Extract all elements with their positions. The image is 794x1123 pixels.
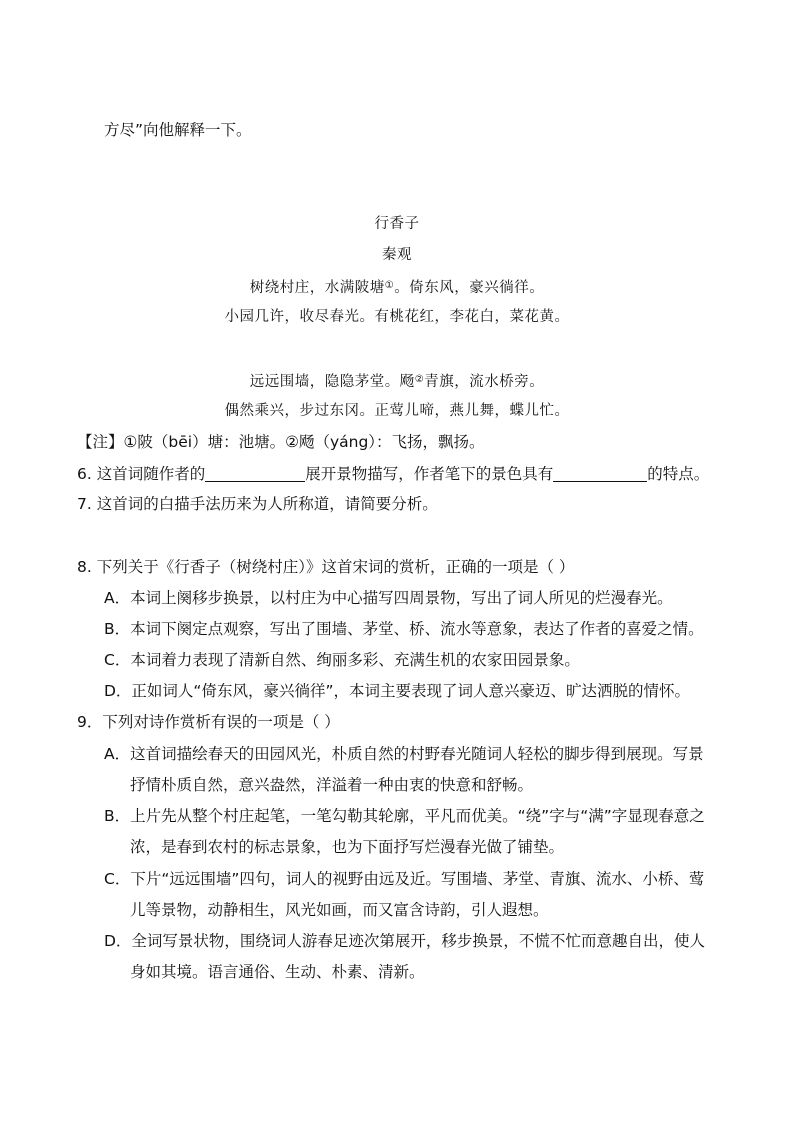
intro-continuation: 方尽”向他解释一下。 — [104, 121, 252, 139]
note-marker-2: ② — [414, 374, 425, 385]
question-6-part-3: 的特点。 — [647, 465, 710, 483]
poem-line-3-part-a: 远远围墙，隐隐茅堂。飏 — [249, 374, 415, 390]
question-6 — [77, 464, 709, 484]
poem-title: 行香子 — [374, 216, 420, 232]
question-6-part-2: 展开景物描写，作者笔下的景色具有 — [305, 465, 554, 483]
question-8-stem: 8. 下列关于《行香子（树绕村庄）》这首宋词的赏析，正确的一项是（ ） — [77, 558, 575, 576]
question-7: 7. 这首词的白描手法历来为人所称道，请简要分析。 — [77, 495, 438, 513]
poem-author: 秦观 — [382, 247, 412, 263]
question-9-option-d-line-1: D．全词写景状物，围绕词人游春足迹次第展开，移步换景，不慌不忙而意趣自出，使人 — [104, 932, 705, 950]
answer-blank-2[interactable] — [553, 465, 647, 482]
question-9-option-d-line-2: 身如其境。语言通俗、生动、朴素、清新。 — [130, 963, 425, 981]
question-9-stem: 9．下列对诗作赏析有误的一项是（ ） — [77, 713, 340, 731]
question-9-option-b-line-1: B．上片先从整个村庄起笔，一笔勾勒其轮廓，平凡而优美。“绕”字与“满”字显现春意之 — [104, 807, 705, 825]
question-8-option-b: B．本词下阕定点观察，写出了围墙、茅堂、桥、流水等意象，表达了作者的喜爱之情。 — [104, 620, 704, 638]
poem-line-3-part-b: 青旗，流水桥旁。 — [424, 374, 545, 390]
question-8-option-d: D．正如词人“倚东风，豪兴徜徉”，本词主要表现了词人意兴豪迈、旷达洒脱的情怀。 — [104, 682, 690, 700]
poem-line-4: 偶然乘兴，步过东冈。正莺儿啼，燕儿舞，蝶儿忙。 — [224, 403, 570, 419]
question-9-option-b-line-2: 浓，是春到农村的标志景象，也为下面抒写烂漫春光做了铺垫。 — [130, 838, 565, 856]
poem-line-1-part-b: 。倚东风，豪兴徜徉。 — [394, 280, 545, 296]
annotation: 【注】①陂（bēi）塘：池塘。②飏（yáng）：飞扬，飘扬。 — [77, 433, 485, 451]
poem-line-1 — [0, 276, 794, 298]
answer-blank-1[interactable] — [205, 465, 305, 482]
poem-line-3 — [0, 370, 794, 392]
question-8-option-c: C．本词着力表现了清新自然、绚丽多彩、充满生机的农家田园景象。 — [104, 651, 580, 669]
note-marker-1: ① — [384, 280, 395, 291]
question-9-option-c-line-2: 儿等景物，动静相生，风光如画，而又富含诗韵，引人遐想。 — [130, 901, 549, 919]
question-9-option-a-line-2: 抒情朴质自然，意兴盎然，洋溢着一种由衷的快意和舒畅。 — [130, 776, 534, 794]
question-6-part-1: 6. 这首词随作者的 — [77, 465, 206, 483]
question-9-option-a-line-1: A．这首词描绘春天的田园风光，朴质自然的村野春光随词人轻松的脚步得到展现。写景 — [104, 745, 704, 763]
question-9-option-c-line-1: C．下片“远远围墙”四句，词人的视野由远及近。写围墙、茅堂、青旗、流水、小桥、莺 — [104, 870, 705, 888]
poem-line-2: 小园几许，收尽春光。有桃花红，李花白，菜花黄。 — [224, 309, 570, 325]
question-8-option-a: A．本词上阕移步换景，以村庄为中心描写四周景物，写出了词人所见的烂漫春光。 — [104, 589, 673, 607]
poem-line-1-part-a: 树绕村庄，水满陂塘 — [249, 280, 385, 296]
